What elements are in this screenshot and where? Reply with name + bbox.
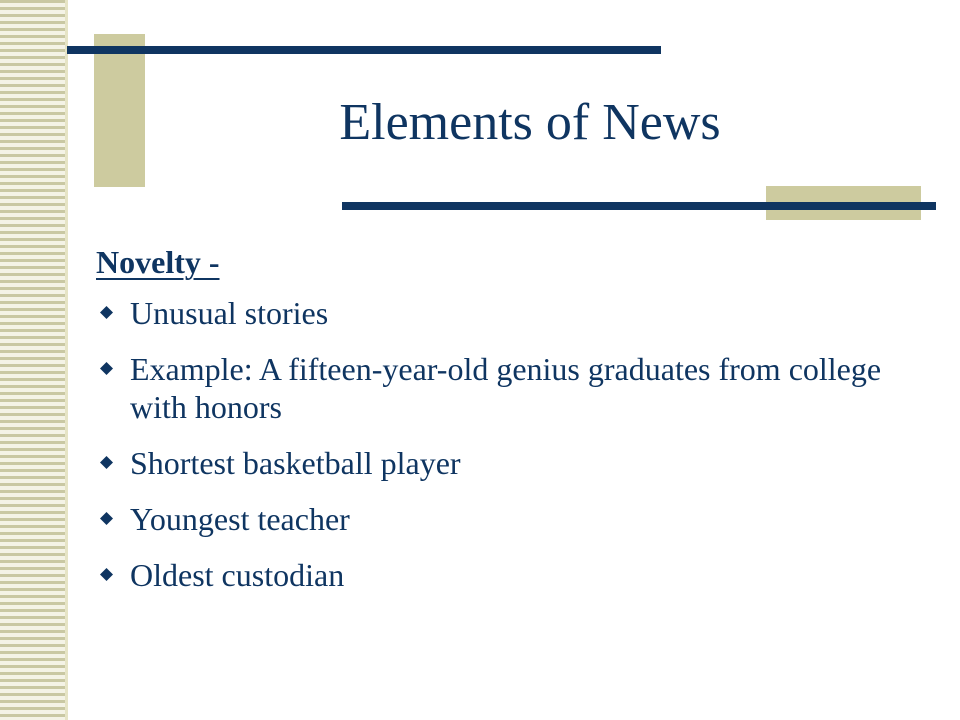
bullet-text: Shortest basketball player <box>130 445 461 481</box>
bullet-text: Youngest teacher <box>130 501 350 537</box>
section-heading: Novelty - <box>96 244 220 280</box>
diamond-bullet-icon <box>100 512 113 525</box>
slide-title: Elements of News <box>339 94 721 151</box>
decorative-navy-bar-bottom <box>342 202 936 210</box>
diamond-bullet-icon <box>100 362 113 375</box>
bullet-list <box>96 294 916 594</box>
bullet-text: Unusual stories <box>130 295 329 331</box>
bullet-text: Example: A fifteen-year-old genius graduates from college with honors <box>130 351 882 425</box>
diamond-bullet-icon <box>100 456 113 469</box>
bullet-item <box>96 294 916 332</box>
slide-content <box>96 240 916 612</box>
bullet-item <box>96 556 916 594</box>
diamond-bullet-icon <box>100 568 113 581</box>
decorative-olive-block-top <box>94 34 145 187</box>
diamond-bullet-icon <box>100 306 113 319</box>
bullet-text: Oldest custodian <box>130 557 345 593</box>
bullet-item <box>96 500 916 538</box>
bullet-item <box>96 350 916 426</box>
decorative-navy-bar-top <box>67 46 661 54</box>
striped-side-border <box>0 0 68 720</box>
bullet-item <box>96 444 916 482</box>
